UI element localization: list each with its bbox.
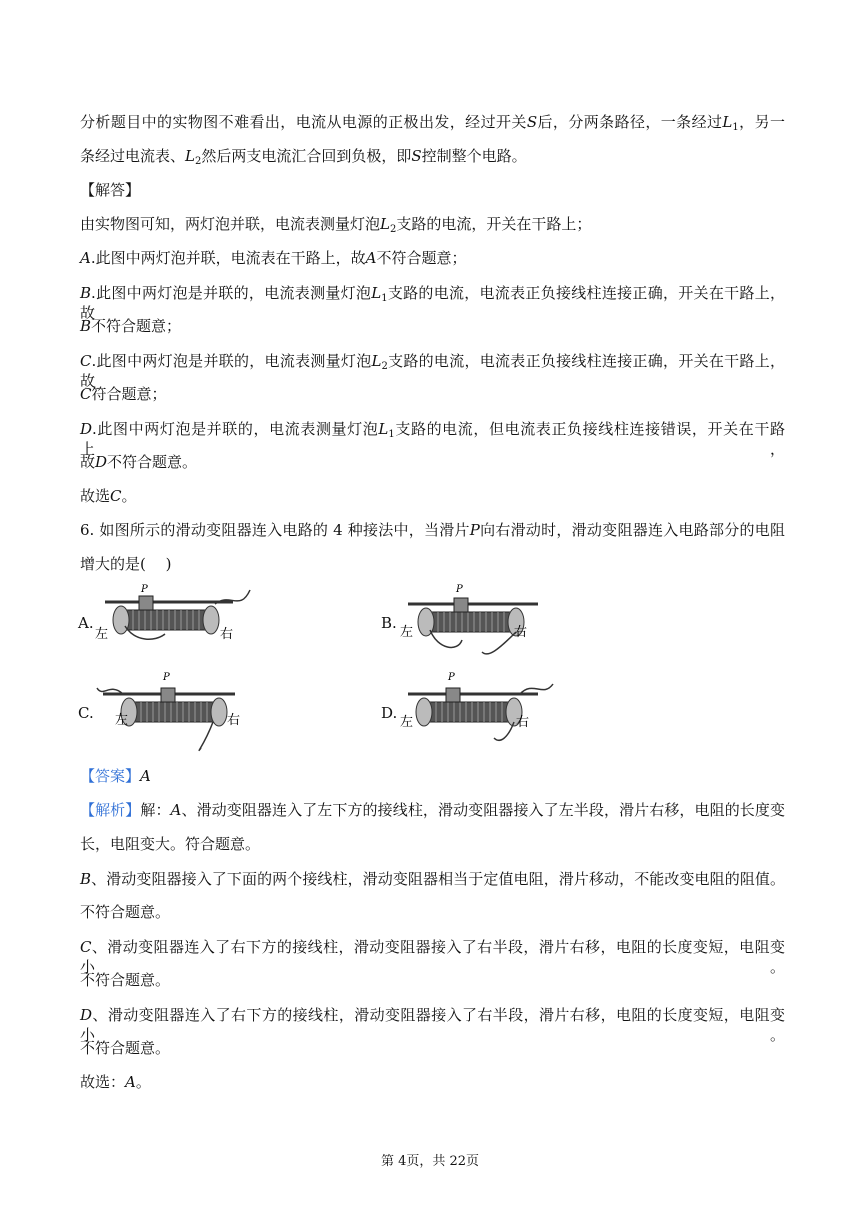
explain-a-line-2: 长，电阻变大。符合题意。 [80,835,261,853]
text: 故选： [80,1073,126,1091]
choice-c-line-2 [80,384,785,404]
slider-label: P [163,672,170,683]
text: 条经过电流表、 [80,147,186,165]
var-l: L [722,113,733,131]
select-c [80,486,785,506]
explain-d-line-2: 不符合题意。 [80,1039,171,1057]
explain-b-line-2: 不符合题意。 [80,903,171,921]
right-label: 右 [514,625,528,640]
letter: A [125,1073,136,1091]
letter: D [80,420,93,438]
text: 向右滑动时，滑动变阻器连入电路部分的电阻 [479,521,785,539]
text: 控制整个电路。 [421,147,527,165]
text: 解： [140,801,171,819]
subscript: 1 [732,122,739,133]
var-p: P [469,521,480,539]
text: 、滑动变阻器连入了左下方的接线柱，滑动变阻器接入了左半段，滑片右移，电阻的长度变 [181,801,785,819]
text: 符合题意； [91,385,167,403]
var-s: S [526,113,538,131]
right-label: 右 [227,713,241,728]
answer-tag: 【答案】 [80,767,141,785]
text: 支路的电流，电流表正负接线柱连接正确，开关在干路上，故 [80,352,785,390]
analysis-line-1 [80,112,785,132]
rheostat-figure-d [398,668,558,748]
slider-label: P [456,584,463,595]
slider [139,596,153,610]
text: 故选 [80,487,111,505]
text: 、滑动变阻器连入了右下方的接线柱，滑动变阻器接入了右半段，滑片右移，电阻的长度变短，电阻变小。 [80,938,785,976]
var-l: L [185,147,195,165]
heading-answer: 【解答】 [80,181,141,199]
wire-right [482,632,516,654]
left-label: 左 [400,715,414,730]
select-a [80,1072,785,1092]
choice-b-line-2 [80,316,785,336]
letter: A [170,801,182,819]
var-l: L [380,215,390,233]
end-cap-left [416,698,432,726]
option-b-label: B. [381,614,397,632]
var-s: S [411,147,422,165]
coil [131,702,217,722]
coil [428,612,514,632]
letter: A [365,249,377,267]
letter: C [110,487,122,505]
slider [454,598,468,612]
text: .此图中两灯泡是并联的，电流表测量灯泡 [91,352,372,370]
text: 支路的电流，开关在干路上； [396,215,592,233]
subscript: 2 [381,361,388,372]
letter: D [95,453,108,471]
question-6-line-1 [80,520,785,540]
subscript: 1 [388,429,395,440]
coil [123,610,209,630]
choice-d-line-2 [80,452,785,472]
text: 。 [135,1073,151,1091]
option-d-label: D. [381,704,398,722]
var-l: L [378,420,389,438]
end-cap-right [203,606,219,634]
end-cap-left [113,606,129,634]
text: 后，分两条路径，一条经过 [537,113,723,131]
slider-label: P [141,584,148,595]
text: 支路的电流，但电流表正负接线柱连接错误，开关在干路上， [80,420,785,458]
letter: C [80,385,92,403]
text: 不符合题意； [91,317,182,335]
rheostat-figure-c [95,668,255,758]
wire-right [199,722,213,750]
subscript: 2 [389,224,397,235]
answer-value: A [140,767,151,785]
rheostat-figure-b [398,580,558,660]
var-l: L [371,284,382,302]
option-c-label: C. [78,704,94,722]
subscript: 2 [194,156,202,167]
slider [161,688,175,702]
text: 、滑动变阻器接入了下面的两个接线柱，滑动变阻器相当于定值电阻，滑片移动，不能改变电阻的阻值。 [91,870,785,888]
coil [426,702,512,722]
text: .此图中两灯泡是并联的，电流表测量灯泡 [92,420,379,438]
text: 分析题目中的实物图不难看出，电流从电源的正极出发，经过开关 [80,113,527,131]
explain-a-line-1 [80,800,785,820]
analysis-line-2 [80,146,785,166]
slider-label: P [448,672,455,683]
text: 。 [121,487,137,505]
text: .此图中两灯泡并联，电流表在干路上，故 [90,249,366,267]
text: 、滑动变阻器连入了右下方的接线柱，滑动变阻器接入了右半段，滑片右移，电阻的长度变短，电阻变小。 [80,1006,785,1044]
answer-line [80,766,785,786]
text: 支路的电流，电流表正负接线柱连接正确，开关在干路上，故 [80,284,785,322]
explain-tag: 【解析】 [80,801,141,819]
page-footer: 第 4页，共 22页 [380,1154,480,1169]
letter: A [80,249,91,267]
end-cap-right [211,698,227,726]
explain-b-line-1 [80,869,785,889]
right-label: 右 [220,627,234,642]
end-cap-left [418,608,434,636]
letter: B [80,317,92,335]
text: 然后两支电流汇合回到负极，即 [201,147,412,165]
text: 不符合题意； [376,249,467,267]
left-label: 左 [400,625,414,640]
letter: C [80,352,92,370]
subscript: 1 [381,293,388,304]
rheostat-figure-a [95,582,255,652]
letter: D [80,1006,93,1024]
text: ，另一 [738,113,785,131]
choice-a [80,248,785,268]
text: 由实物图可知，两灯泡并联，电流表测量灯泡 [80,215,381,233]
answer-intro [80,214,785,234]
letter: C [80,938,92,956]
wire-left [430,630,462,647]
option-a-label: A. [78,614,94,632]
letter: B [80,870,92,888]
text: 不符合题意。 [107,453,198,471]
slider [446,688,460,702]
text: 6. 如图所示的滑动变阻器连入电路的 4 种接法中，当滑片 [80,521,470,539]
var-l: L [371,352,382,370]
explain-c-line-2: 不符合题意。 [80,971,171,989]
left-label: 左 [115,713,129,728]
text: .此图中两灯泡是并联的，电流表测量灯泡 [91,284,372,302]
left-label: 左 [95,627,109,642]
question-6-line-2: 增大的是( ) [80,555,172,573]
letter: B [80,284,92,302]
text: 故 [80,453,96,471]
right-label: 右 [516,715,530,730]
